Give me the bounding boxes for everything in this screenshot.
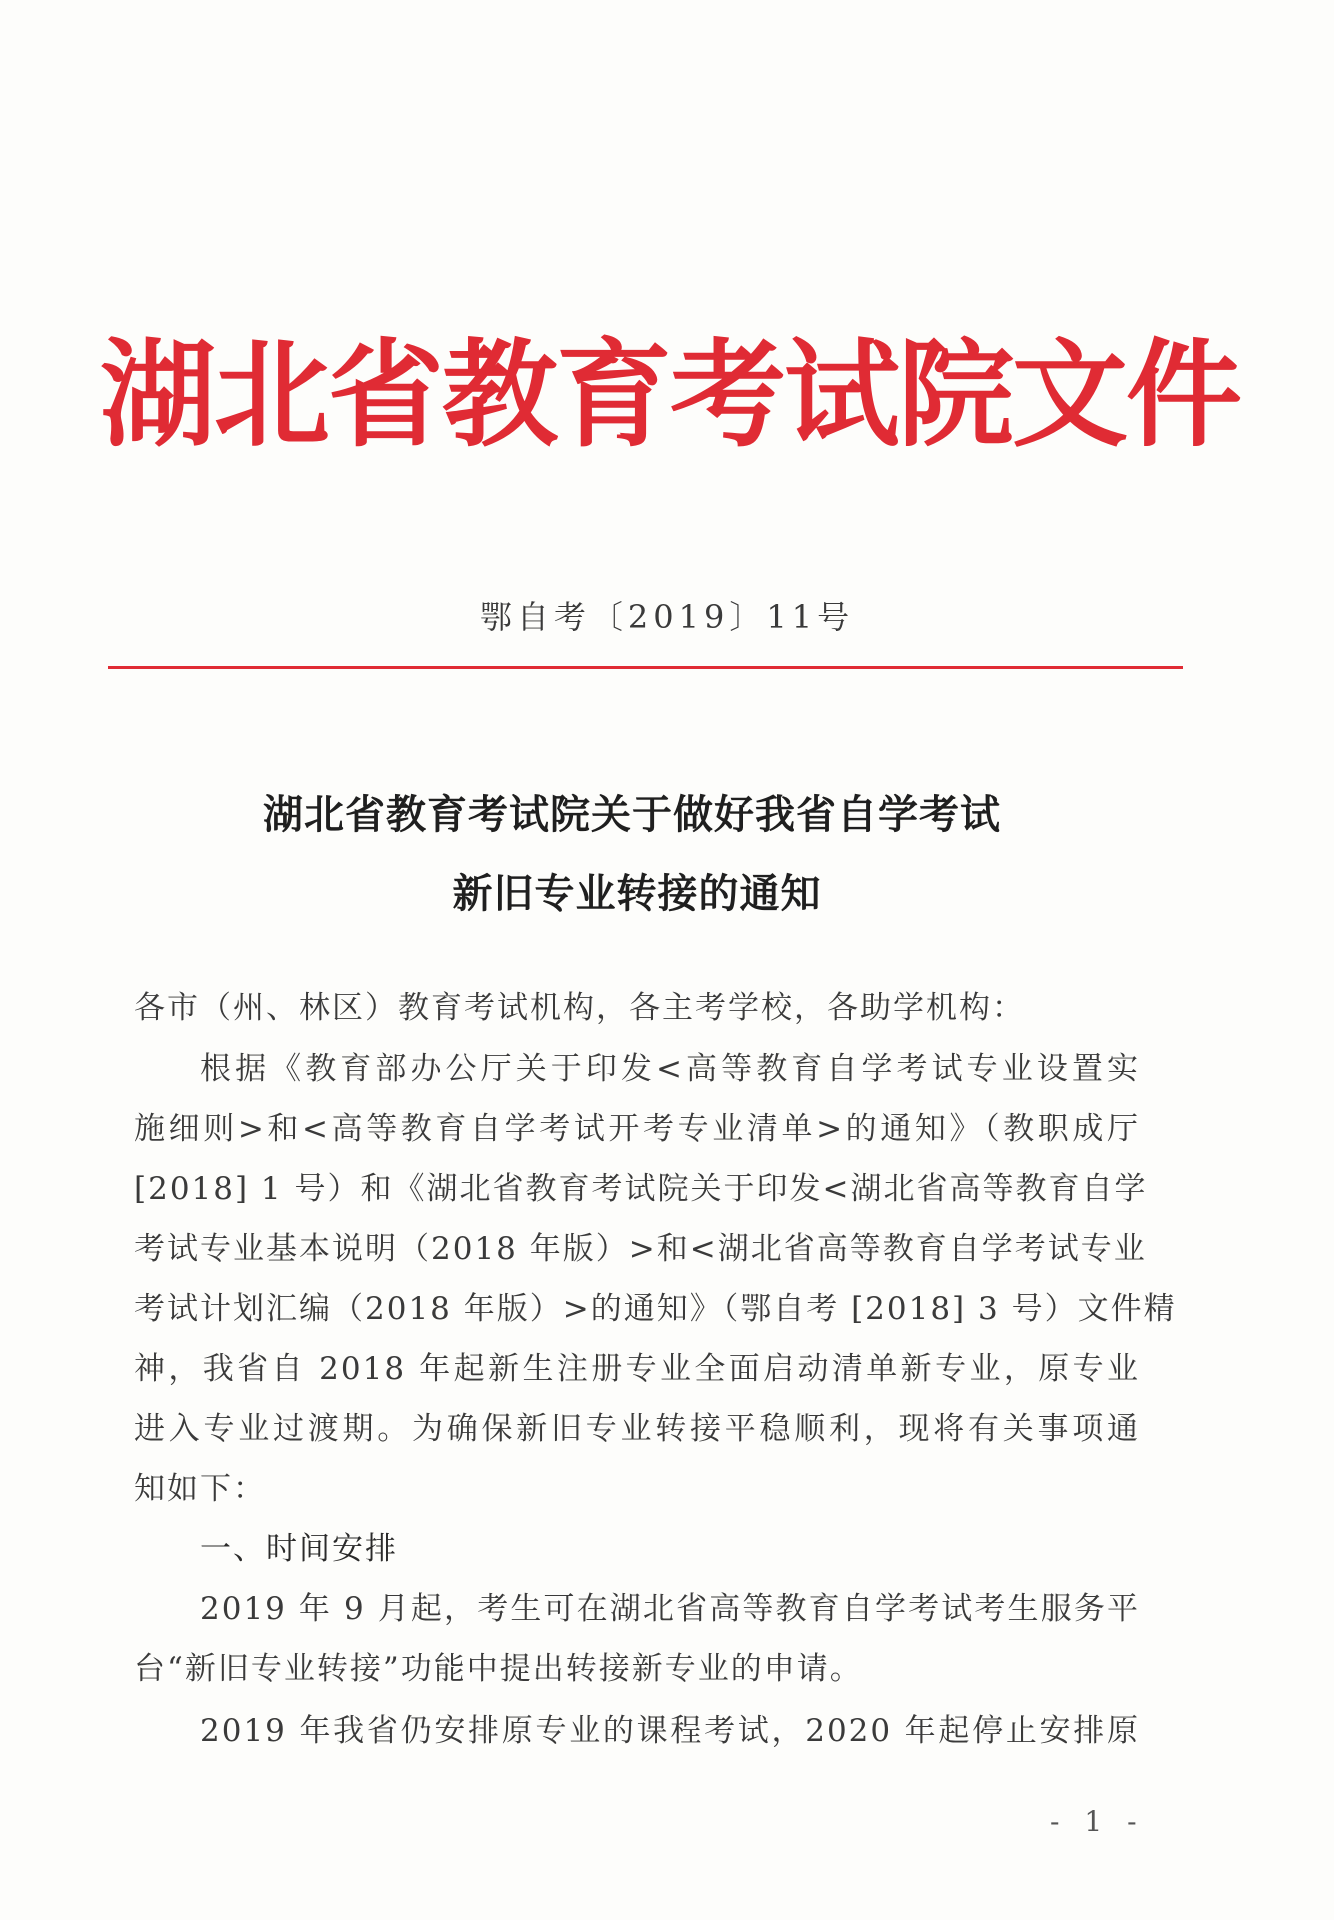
paragraph-line: 考试专业基本说明（2018 年版）>和<湖北省高等教育自学考试专业 bbox=[134, 1231, 1147, 1267]
paragraph-line: [2018] 1 号）和《湖北省教育考试院关于印发<湖北省高等教育自学 bbox=[134, 1171, 1148, 1207]
paragraph-line: 知如下： bbox=[134, 1471, 266, 1507]
paragraph-line: 根据《教育部办公厅关于印发<高等教育自学考试专业设置实 bbox=[200, 1051, 1140, 1087]
salutation: 各市（州、林区）教育考试机构，各主考学校，各助学机构： bbox=[134, 990, 1025, 1026]
paragraph-line: 神，我省自 2018 年起新生注册专业全面启动清单新专业，原专业 bbox=[134, 1351, 1140, 1387]
paragraph-line: 进入专业过渡期。为确保新旧专业转接平稳顺利，现将有关事项通 bbox=[134, 1411, 1140, 1447]
paragraph-line: 台“新旧专业转接”功能中提出转接新专业的申请。 bbox=[134, 1651, 863, 1687]
paragraph-line: 2019 年我省仍安排原专业的课程考试，2020 年起停止安排原 bbox=[200, 1713, 1140, 1749]
paragraph-line: 考试计划汇编（2018 年版）>的通知》（鄂自考 [2018] 3 号）文件精 bbox=[134, 1291, 1177, 1327]
section-heading: 一、时间安排 bbox=[200, 1531, 398, 1567]
paragraph-line: 2019 年 9 月起，考生可在湖北省高等教育自学考试考生服务平 bbox=[200, 1591, 1140, 1627]
paragraph-line: 施细则>和<高等教育自学考试开考专业清单>的通知》（教职成厅 bbox=[134, 1111, 1140, 1147]
page-number: - 1 - bbox=[1050, 1805, 1145, 1838]
masthead-title: 湖北省教育考试院文件 bbox=[100, 327, 1240, 463]
notice-title-line-2: 新旧专业转接的通知 bbox=[452, 871, 822, 917]
red-divider-line bbox=[108, 666, 1183, 669]
notice-title-line-1: 湖北省教育考试院关于做好我省自学考试 bbox=[263, 792, 1001, 838]
document-number: 鄂自考〔2019〕11号 bbox=[479, 598, 855, 636]
